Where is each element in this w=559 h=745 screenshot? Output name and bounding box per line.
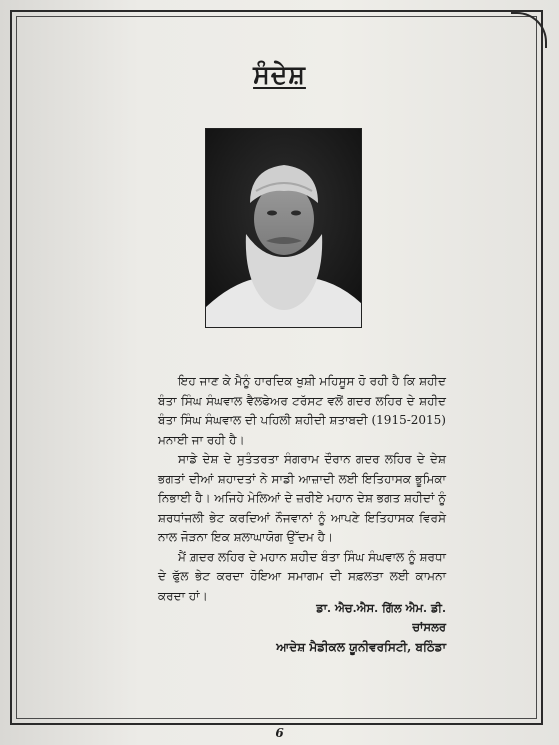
message-body bbox=[158, 372, 446, 606]
page-title: ਸੰਦੇਸ਼ bbox=[253, 60, 306, 89]
message-paragraph-2: ਸਾਡੇ ਦੇਸ਼ ਦੇ ਸੁਤੰਤਰਤਾ ਸੰਗਰਾਮ ਦੌਰਾਨ ਗਦਰ ਲਹਿਰ ਦੇ ਦੇਸ਼ ਭਗਤਾਂ ਦੀਆਂ ਸ਼ਹਾਦਤਾਂ ਨੇ ਸਾਡੀ ਆਜ਼ਾਦੀ ਲਈ ਇਤਿਹਾਸਕ ਭੂਮਿਕਾ ਨਿਭਾਈ ਹੈ। ਅਜਿਹੇ ਮੇਲਿਆਂ ਦੇ ਜ਼ਰੀਏ ਮਹਾਨ ਦੇਸ਼ ਭਗਤ ਸ਼ਹੀਦਾਂ ਨੂੰ ਸ਼ਰਧਾਂਜਲੀ ਭੇਟ ਕਰਦਿਆਂ ਨੌਜਵਾਨਾਂ ਨੂੰ ਆਪਣੇ ਇਤਿਹਾਸਕ ਵਿਰਸੇ ਨਾਲ ਜੋੜਨਾ ਇਕ ਸ਼ਲਾਘਾਯੋਗ ਉੱਦਮ ਹੈ। bbox=[158, 452, 446, 544]
message-paragraph-3: ਮੈਂ ਗ਼ਦਰ ਲਹਿਰ ਦੇ ਮਹਾਨ ਸ਼ਹੀਦ ਬੰਤਾ ਸਿੰਘ ਸੰਘਵਾਲ ਨੂੰ ਸ਼ਰਧਾ ਦੇ ਫੁੱਲ ਭੇਟ ਕਰਦਾ ਹੋਇਆ ਸਮਾਗਮ ਦੀ ਸਫ਼ਲਤਾ ਲਈ ਕਾਮਨਾ ਕਰਦਾ ਹਾਂ। bbox=[158, 549, 446, 603]
signatory-organization: ਆਦੇਸ਼ ਮੈਡੀਕਲ ਯੂਨੀਵਰਸਿਟੀ, ਬਠਿੰਡਾ bbox=[276, 640, 446, 654]
signatory-role: ਚਾਂਸਲਰ bbox=[412, 620, 446, 634]
signatory-name: ਡਾ. ਐਚ.ਐਸ. ਗਿੱਲ ਐਮ. ਡੀ. bbox=[316, 601, 446, 615]
page-number: 6 bbox=[275, 726, 284, 740]
portrait-photo bbox=[205, 128, 362, 328]
message-paragraph-1: ਇਹ ਜਾਣ ਕੇ ਮੈਨੂੰ ਹਾਰਦਿਕ ਖੁਸ਼ੀ ਮਹਿਸੂਸ ਹੋ ਰਹੀ ਹੈ ਕਿ ਸ਼ਹੀਦ ਬੰਤਾ ਸਿੰਘ ਸੰਘਵਾਲ ਵੈਲਫੇਅਰ ਟਰੱਸਟ ਵਲੋਂ ਗਦਰ ਲਹਿਰ ਦੇ ਸ਼ਹੀਦ ਬੰਤਾ ਸਿੰਘ ਸੰਘਵਾਲ ਦੀ ਪਹਿਲੀ ਸ਼ਹੀਦੀ ਸ਼ਤਾਬਦੀ (1915-2015) ਮਨਾਈ ਜਾ ਰਹੀ ਹੈ। bbox=[158, 374, 446, 447]
